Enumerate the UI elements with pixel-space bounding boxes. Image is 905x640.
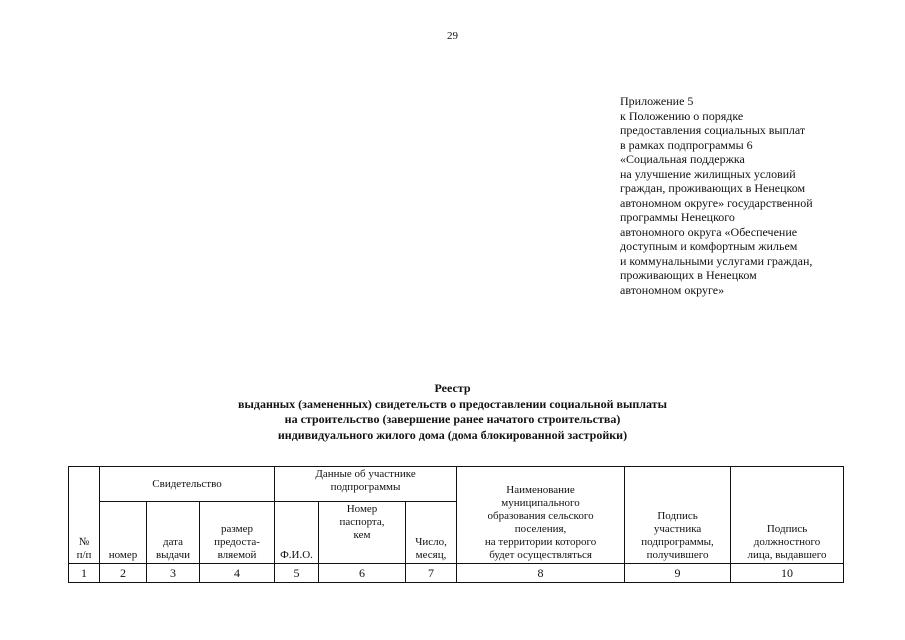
column-number: 8 [457,564,625,583]
header-issue-date: дата выдачи [147,502,200,564]
column-number: 7 [406,564,457,583]
header-official-signature: Подпись должностного лица, выдавшего [731,467,844,564]
header-amount: размер предоста- вляемой [200,502,275,564]
column-number-row [69,564,844,583]
annex-line: к Положению о порядке [620,108,744,123]
column-number: 3 [147,564,200,583]
column-number: 6 [319,564,406,583]
header-group-certificate: Свидетельство [100,467,275,502]
column-number: 4 [200,564,275,583]
annex-line: в рамках подпрограммы 6 [620,137,753,152]
annex-line: проживающих в Ненецком [620,268,757,282]
column-number: 9 [625,564,731,583]
annex-line: автономного округа «Обеспечение [620,224,798,239]
header-participant-signature: Подпись участника подпрограммы, получившего [625,467,731,564]
annex-line: на улучшение жилищных условий [620,166,796,181]
annex-line: и коммунальными услугами граждан, [620,253,813,268]
column-number: 2 [100,564,147,583]
annex-line: программы Ненецкого [620,210,735,224]
header-municipality: Наименование муниципального образования сельского поселения, на территории которого будет осуществляться [457,467,625,564]
column-number: 5 [275,564,319,583]
header-date: Число, месяц, [406,502,457,564]
annex-block [620,94,890,297]
header-number: номер [100,502,147,564]
annex-line: Приложение 5 [620,94,694,108]
header-row-number: № п/п [69,467,100,564]
annex-line: доступным и комфортным жильем [620,239,798,253]
annex-line: «Социальная поддержка [620,152,745,166]
annex-line: автономном округе» [620,282,725,297]
page-number: 29 [447,30,458,42]
header-group-participant: Данные об участнике подпрограммы [275,467,457,502]
column-number: 1 [69,564,100,583]
document-title [0,381,905,443]
registry-table [68,466,844,583]
header-fio: Ф.И.О. [275,502,319,564]
title-line: индивидуального жилого дома (дома блокированной застройки) [277,427,628,442]
title-line: выданных (замененных) свидетельств о предоставлении социальной выплаты [238,396,667,411]
annex-line: автономном округе» государственной [620,195,813,210]
annex-line: предоставления социальных выплат [620,123,806,137]
annex-line: граждан, проживающих в Ненецком [620,181,806,195]
title-line: Реестр [434,381,471,395]
header-passport: Номер паспорта, кем [319,502,406,564]
title-line: на строительство (завершение ранее начатого строительства) [284,412,621,426]
column-number: 10 [731,564,844,583]
